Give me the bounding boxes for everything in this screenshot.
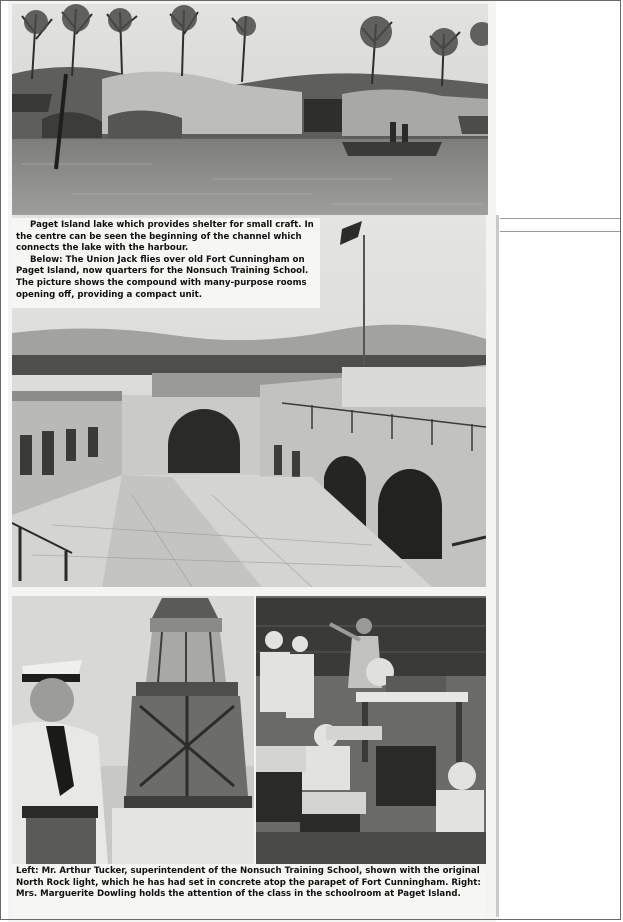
caption-paragraph-lake: Paget Island lake which provides shelter for small craft. In the centre can be seen the beginning of the channel which connects the lake with the harbour. [16, 220, 314, 254]
caption-paragraph-fort: Below: The Union Jack flies over old Fort Cunningham on Paget Island, now quarters for the Nonsuch Training School. The picture shows the compound with many-purpose rooms opening off, providing a compact unit. [16, 254, 309, 300]
photo-arthur-tucker-light [12, 596, 254, 864]
caption-lake-and-fort [12, 218, 320, 308]
lighthouse-lamp-illustration [12, 596, 254, 864]
photo-schoolroom [256, 596, 486, 864]
caption-tucker-and-schoolroom [12, 866, 486, 918]
caption-paragraph-bottom: Left: Mr. Arthur Tucker, superintendent of the Nonsuch Training School, shown with the original North Rock light, which he has had set in concrete atop the parapet of Fort Cunningham. Right: Mrs. Marguerite Dowling holds the attention of the class in the schoolroom at Paget Island. [16, 866, 481, 900]
clipping-edge [496, 215, 499, 917]
photo-paget-island-lake [12, 4, 488, 215]
schoolroom-illustration [256, 596, 486, 864]
lake-illustration [12, 4, 488, 215]
column-rule [500, 218, 620, 232]
